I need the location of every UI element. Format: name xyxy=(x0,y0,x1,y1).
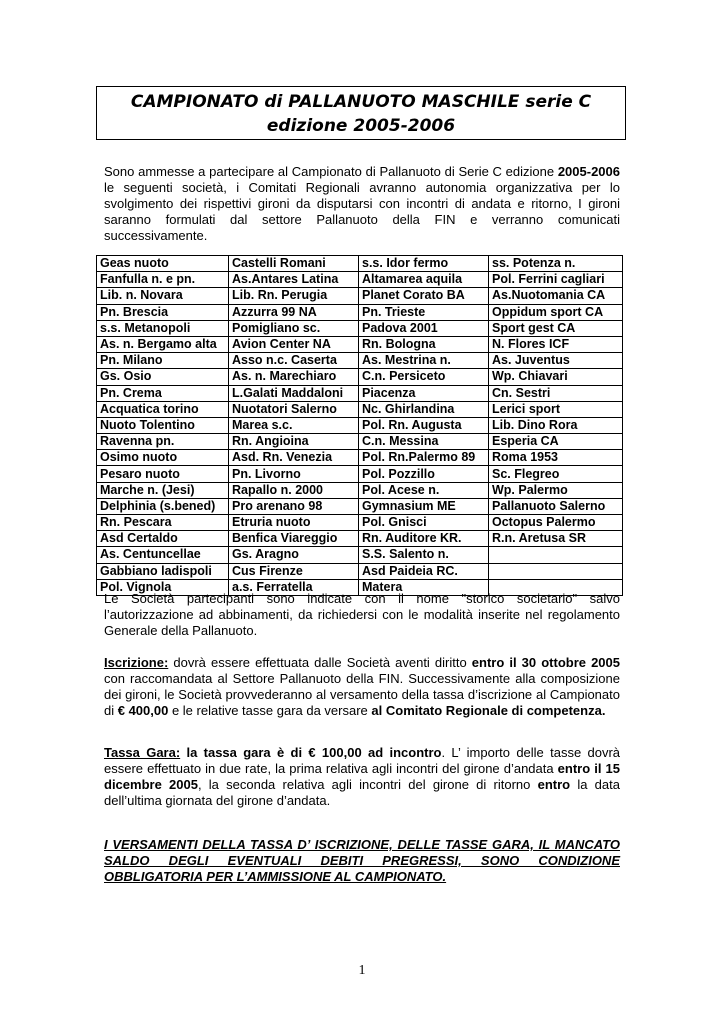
society-cell: Wp. Palermo xyxy=(489,482,623,498)
society-cell: ss. Potenza n. xyxy=(489,256,623,272)
society-cell: Nuoto Tolentino xyxy=(97,417,229,433)
iscrizione-text-1: dovrà essere effettuata dalle Società aventi diritto xyxy=(168,655,472,670)
society-cell: Pn. Milano xyxy=(97,353,229,369)
society-cell: Pn. Trieste xyxy=(359,304,489,320)
society-cell: Nc. Ghirlandina xyxy=(359,401,489,417)
society-cell: Lib. Dino Rora xyxy=(489,417,623,433)
title-line-2: edizione 2005-2006 xyxy=(266,116,456,136)
table-row xyxy=(97,353,623,369)
table-row xyxy=(97,450,623,466)
society-cell: Acquatica torino xyxy=(97,401,229,417)
society-cell: Osimo nuoto xyxy=(97,450,229,466)
society-cell: Pn. Crema xyxy=(97,385,229,401)
society-cell xyxy=(489,563,623,579)
society-cell: Lib. n. Novara xyxy=(97,288,229,304)
society-cell: Esperia CA xyxy=(489,434,623,450)
table-row xyxy=(97,498,623,514)
society-cell xyxy=(489,547,623,563)
table-row xyxy=(97,401,623,417)
page-number: 1 xyxy=(358,963,366,978)
society-cell: s.s. Metanopoli xyxy=(97,320,229,336)
society-cell: Octopus Palermo xyxy=(489,515,623,531)
society-cell: Asd. Rn. Venezia xyxy=(229,450,359,466)
society-cell: Delphinia (s.bened) xyxy=(97,498,229,514)
table-row xyxy=(97,515,623,531)
tassa-text-3: la data dell’ultima giornata del girone d’andata. xyxy=(104,777,620,808)
society-cell: S.S. Salento n. xyxy=(359,547,489,563)
society-cell: Rn. Angioina xyxy=(229,434,359,450)
society-cell: Marea s.c. xyxy=(229,417,359,433)
society-cell: R.n. Aretusa SR xyxy=(489,531,623,547)
intro-paragraph xyxy=(104,164,620,244)
society-cell: Etruria nuoto xyxy=(229,515,359,531)
society-cell: Lerici sport xyxy=(489,401,623,417)
iscrizione-text-2: con raccomandata al Settore Pallanuoto della FIN. Successivamente alla composizione dei gironi, le Società provvederanno al versamento della tassa d’iscrizione al Campionato di xyxy=(104,671,620,718)
society-cell: Rn. Auditore KR. xyxy=(359,531,489,547)
table-row xyxy=(97,336,623,352)
iscrizione-paragraph xyxy=(104,655,620,719)
table-row xyxy=(97,563,623,579)
society-cell: a.s. Ferratella xyxy=(229,579,359,595)
society-cell: Pn. Brescia xyxy=(97,304,229,320)
table-row xyxy=(97,417,623,433)
table-row xyxy=(97,272,623,288)
society-cell: As.Antares Latina xyxy=(229,272,359,288)
society-cell: Fanfulla n. e pn. xyxy=(97,272,229,288)
tassa-label: Tassa Gara: xyxy=(104,745,181,760)
society-cell: Matera xyxy=(359,579,489,595)
intro-text-1: Sono ammesse a partecipare al Campionato di Pallanuoto di Serie C edizione xyxy=(104,164,558,179)
table-row xyxy=(97,531,623,547)
society-cell: Pro arenano 98 xyxy=(229,498,359,514)
table-row xyxy=(97,434,623,450)
society-cell: Rapallo n. 2000 xyxy=(229,482,359,498)
society-cell: Geas nuoto xyxy=(97,256,229,272)
society-cell: Benfica Viareggio xyxy=(229,531,359,547)
table-row xyxy=(97,385,623,401)
society-cell: Padova 2001 xyxy=(359,320,489,336)
society-cell: As. n. Bergamo alta xyxy=(97,336,229,352)
society-cell: Wp. Chiavari xyxy=(489,369,623,385)
iscrizione-text-3: e le relative tasse gara da versare xyxy=(168,703,372,718)
society-cell: s.s. Idor fermo xyxy=(359,256,489,272)
society-cell: Pesaro nuoto xyxy=(97,466,229,482)
society-cell: Pol. Gnisci xyxy=(359,515,489,531)
tassa-entro: entro xyxy=(537,777,571,792)
society-cell: As. n. Marechiaro xyxy=(229,369,359,385)
society-cell: Castelli Romani xyxy=(229,256,359,272)
society-cell: Altamarea aquila xyxy=(359,272,489,288)
society-cell: Sc. Flegreo xyxy=(489,466,623,482)
society-cell: As.Nuotomania CA xyxy=(489,288,623,304)
society-cell: Gs. Osio xyxy=(97,369,229,385)
society-cell: Roma 1953 xyxy=(489,450,623,466)
society-cell: As. Juventus xyxy=(489,353,623,369)
society-cell: Gs. Aragno xyxy=(229,547,359,563)
table-row xyxy=(97,320,623,336)
title-line-1: CAMPIONATO di PALLANUOTO MASCHILE serie C xyxy=(130,92,592,112)
society-cell: Asd Paideia RC. xyxy=(359,563,489,579)
society-cell: Sport gest CA xyxy=(489,320,623,336)
tassa-text-2: , la seconda relativa agli incontri del girone di ritorno xyxy=(197,777,538,792)
table-row xyxy=(97,256,623,272)
tassa-text-1: . L’ importo delle tasse dovrà essere effettuato in due rate, la prima relativa agli incontri del girone d’andata xyxy=(104,745,621,776)
final-notice: I VERSAMENTI DELLA TASSA D’ ISCRIZIONE, DELLE TASSE GARA, IL MANCATO SALDO DEGLI EVENTUALI DEBITI PREGRESSI, SONO CONDIZIONE OBBLIGATORIA PER L’AMMISSIONE AL CAMPIONATO. xyxy=(104,837,620,884)
tassa-deadline: entro il 15 dicembre 2005 xyxy=(104,761,620,792)
society-cell: Pol. Ferrini cagliari xyxy=(489,272,623,288)
society-cell: Pol. Vignola xyxy=(97,579,229,595)
society-cell: Avion Center NA xyxy=(229,336,359,352)
society-cell: Cus Firenze xyxy=(229,563,359,579)
society-cell: Pn. Livorno xyxy=(229,466,359,482)
note-paragraph: Le Società partecipanti sono indicate con il nome "storico societario" salvo l’autorizzazione ad abbinamenti, da richiedersi con le modalità inserite nel regolamento Generale della Pallanuoto. xyxy=(104,591,620,638)
society-cell: L.Galati Maddaloni xyxy=(229,385,359,401)
society-cell: Pol. Rn. Augusta xyxy=(359,417,489,433)
tassa-gara-paragraph xyxy=(104,745,620,809)
document-title-box xyxy=(96,86,626,140)
society-cell: Pol. Pozzillo xyxy=(359,466,489,482)
society-cell: Lib. Rn. Perugia xyxy=(229,288,359,304)
iscrizione-committee: al Comitato Regionale di competenza. xyxy=(371,703,606,718)
society-cell: Rn. Bologna xyxy=(359,336,489,352)
society-cell: Asso n.c. Caserta xyxy=(229,353,359,369)
society-cell: Nuotatori Salerno xyxy=(229,401,359,417)
society-cell: Oppidum sport CA xyxy=(489,304,623,320)
society-cell: Piacenza xyxy=(359,385,489,401)
society-cell: Cn. Sestri xyxy=(489,385,623,401)
society-cell: Marche n. (Jesi) xyxy=(97,482,229,498)
society-cell: Pol. Acese n. xyxy=(359,482,489,498)
society-cell: As. Mestrina n. xyxy=(359,353,489,369)
society-cell: C.n. Persiceto xyxy=(359,369,489,385)
intro-text-2: le seguenti società, i Comitati Regionali avranno autonomia organizzativa per lo svolgimento dei rispettivi gironi da disputarsi con incontri di andata e ritorno, I gironi saranno formulati dal settore Pallanuoto della FIN e verranno comunicati successivamente. xyxy=(104,180,620,243)
society-cell: Gymnasium ME xyxy=(359,498,489,514)
society-cell: As. Centuncellae xyxy=(97,547,229,563)
society-cell: Azzurra 99 NA xyxy=(229,304,359,320)
society-cell: Pol. Rn.Palermo 89 xyxy=(359,450,489,466)
iscrizione-deadline: entro il 30 ottobre 2005 xyxy=(471,655,620,670)
society-cell: C.n. Messina xyxy=(359,434,489,450)
societies-table xyxy=(96,255,623,596)
tassa-amount: la tassa gara è di € 100,00 ad incontro xyxy=(180,745,442,760)
iscrizione-fee: € 400,00 xyxy=(117,703,169,718)
society-cell: N. Flores ICF xyxy=(489,336,623,352)
society-cell: Ravenna pn. xyxy=(97,434,229,450)
table-row xyxy=(97,547,623,563)
table-row xyxy=(97,369,623,385)
iscrizione-label: Iscrizione: xyxy=(104,655,169,670)
table-row xyxy=(97,288,623,304)
intro-edition: 2005-2006 xyxy=(557,164,620,179)
society-cell: Rn. Pescara xyxy=(97,515,229,531)
table-row xyxy=(97,482,623,498)
table-row xyxy=(97,466,623,482)
table-row xyxy=(97,304,623,320)
society-cell: Pallanuoto Salerno xyxy=(489,498,623,514)
society-cell: Planet Corato BA xyxy=(359,288,489,304)
society-cell: Pomigliano sc. xyxy=(229,320,359,336)
society-cell: Asd Certaldo xyxy=(97,531,229,547)
society-cell: Gabbiano ladispoli xyxy=(97,563,229,579)
